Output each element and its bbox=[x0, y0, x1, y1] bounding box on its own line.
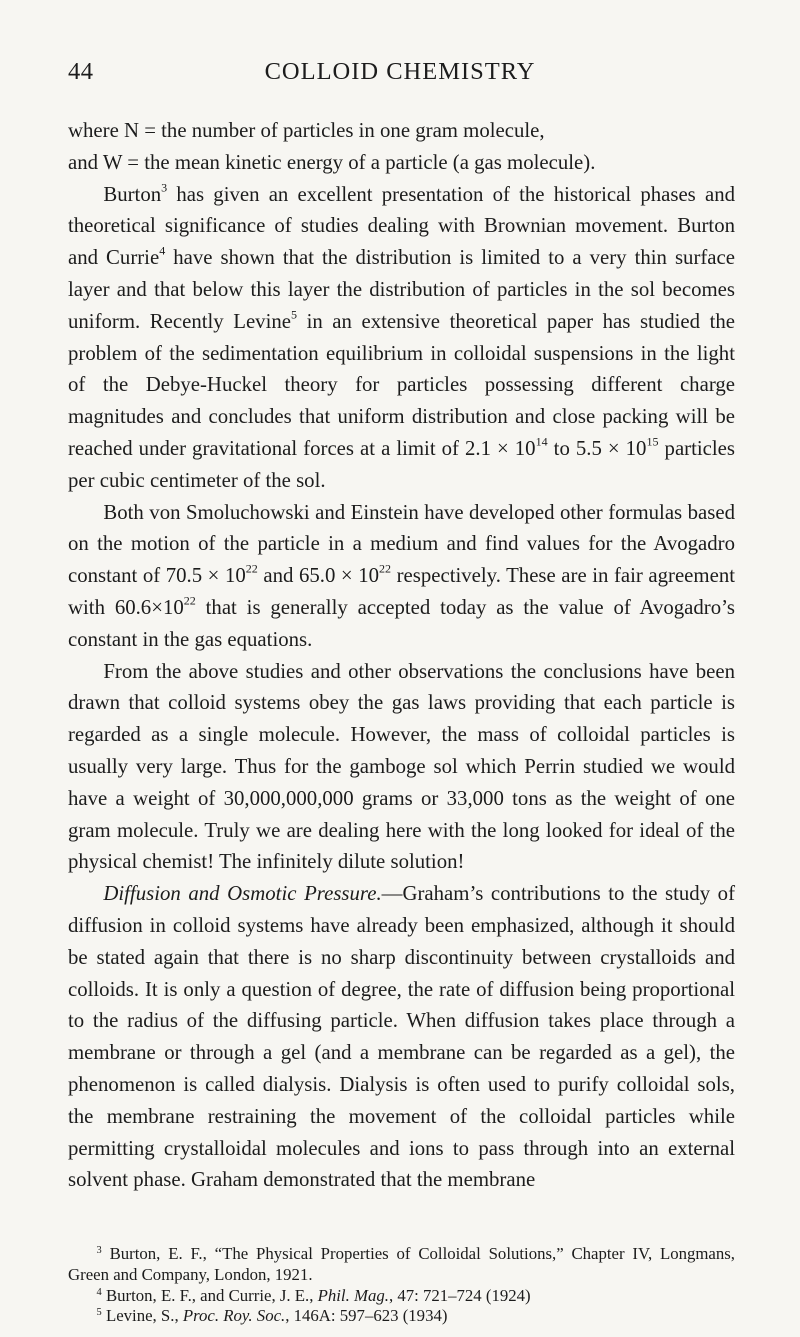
text-run: that is generally accepted today as the value of Avogadro’s constant in the gas equations. bbox=[68, 595, 736, 651]
paragraph bbox=[68, 115, 735, 147]
text-run: in an extensive theoretical paper has studied the problem of the sedimentation equilibrium in colloidal suspensions in the light of the Debye-Huckel theory for particles possessing different charge magnitudes and concludes that uniform distribution and close packing will be reached under gravitational forces at a limit of 2.1 × 10 bbox=[68, 309, 735, 460]
italic-text: Diffusion and Osmotic Pressure. bbox=[103, 882, 382, 906]
text-run: and W = the mean kinetic energy of a particle (a gas molecule). bbox=[68, 150, 596, 174]
text-run: Burton, E. F., and Currie, J. E., bbox=[101, 1285, 318, 1305]
text-run: and 65.0 × 10 bbox=[257, 564, 379, 588]
paragraph bbox=[68, 147, 735, 179]
footnote-number: 3 bbox=[96, 1244, 102, 1256]
footnote-ref: 22 bbox=[379, 561, 392, 576]
text-run: Both von Smoluchowski and Einstein have developed other formulas based on the motion of the particle in a medium and find values for the Avogadro constant of 70.5 × 10 bbox=[68, 500, 735, 588]
footnote-number: 4 bbox=[96, 1286, 102, 1298]
footnote-ref: 22 bbox=[183, 593, 196, 608]
footnote-ref: 4 bbox=[159, 243, 166, 258]
footnote bbox=[68, 1286, 735, 1307]
footnote-ref: 14 bbox=[535, 434, 548, 449]
footnote-ref: 5 bbox=[290, 307, 298, 322]
text-run: to 5.5 × 10 bbox=[547, 436, 647, 460]
paragraph bbox=[68, 878, 735, 1196]
text-run: respectively. These are in fair agreement with 60.6×10 bbox=[68, 564, 735, 619]
page-number: 44 bbox=[68, 58, 94, 85]
footnote-ref: 3 bbox=[161, 180, 168, 195]
text-run: particles per cubic centimeter of the sol. bbox=[68, 436, 735, 492]
italic-text: Phil. Mag. bbox=[317, 1285, 389, 1305]
text-run: has given an excellent presentation of the historical phases and theoretical significance of studies dealing with Brownian movement. Burton and Currie bbox=[68, 182, 735, 270]
text-run: Burton, E. F., “The Physical Properties of Colloidal Solutions,” Chapter IV, Longmans, Green and Company, London, 1921. bbox=[68, 1244, 735, 1284]
footnote-ref: 22 bbox=[245, 561, 258, 576]
text-run: have shown that the distribution is limited to a very thin surface layer and that below this layer the distribution of particles in the sol becomes uniform. Recently Levine bbox=[68, 246, 735, 333]
footnote-number: 5 bbox=[96, 1307, 102, 1319]
text-run: , 146A: 597–623 (1934) bbox=[285, 1306, 448, 1326]
text-run: where N = the number of particles in one gram molecule, bbox=[68, 119, 545, 142]
running-head: COLLOID CHEMISTRY bbox=[264, 58, 536, 85]
footnotes bbox=[68, 1244, 735, 1327]
italic-text: Proc. Roy. Soc. bbox=[182, 1306, 286, 1326]
footnote bbox=[68, 1244, 735, 1286]
body-text bbox=[68, 115, 735, 1196]
text-run: From the above studies and other observations the conclusions have been drawn that colloid systems obey the gas laws providing that each particle is regarded as a single molecule. However, the mass of colloidal particles is usually very large. Thus for the gamboge sol which Perrin studied we would have a weight of 30,000,000,000 grams or 33,000 tons as the weight of one gram molecule. Truly we are dealing here with the long looked for ideal of the physical chemist! The infinitely dilute solution! bbox=[68, 659, 735, 874]
text-run: , 47: 721–724 (1924) bbox=[388, 1285, 531, 1305]
page-header bbox=[68, 58, 732, 94]
footnote-ref: 15 bbox=[646, 434, 659, 449]
text-run: Levine, S., bbox=[101, 1306, 183, 1326]
text-run: —Graham’s contributions to the study of diffusion in colloid systems have already been emphasized, although it should be stated again that there is no sharp discontinuity between crystalloids and colloids. It is only a question of degree, the rate of diffusion being proportional to the radius of the diffusing particle. When diffusion takes place through a membrane or through a gel (and a membrane can be regarded as a gel), the phenomenon is called dialysis. Dialysis is often used to purify colloidal sols, the membrane restraining the movement of the colloidal particles while permitting crystalloidal molecules and ions to pass through into an external solvent phase. Graham demonstrated that the membrane bbox=[68, 882, 736, 1192]
paragraph bbox=[68, 656, 735, 879]
footnote bbox=[68, 1306, 735, 1327]
paragraph bbox=[68, 497, 735, 656]
paragraph bbox=[68, 179, 735, 497]
text-run: Burton bbox=[103, 182, 162, 206]
